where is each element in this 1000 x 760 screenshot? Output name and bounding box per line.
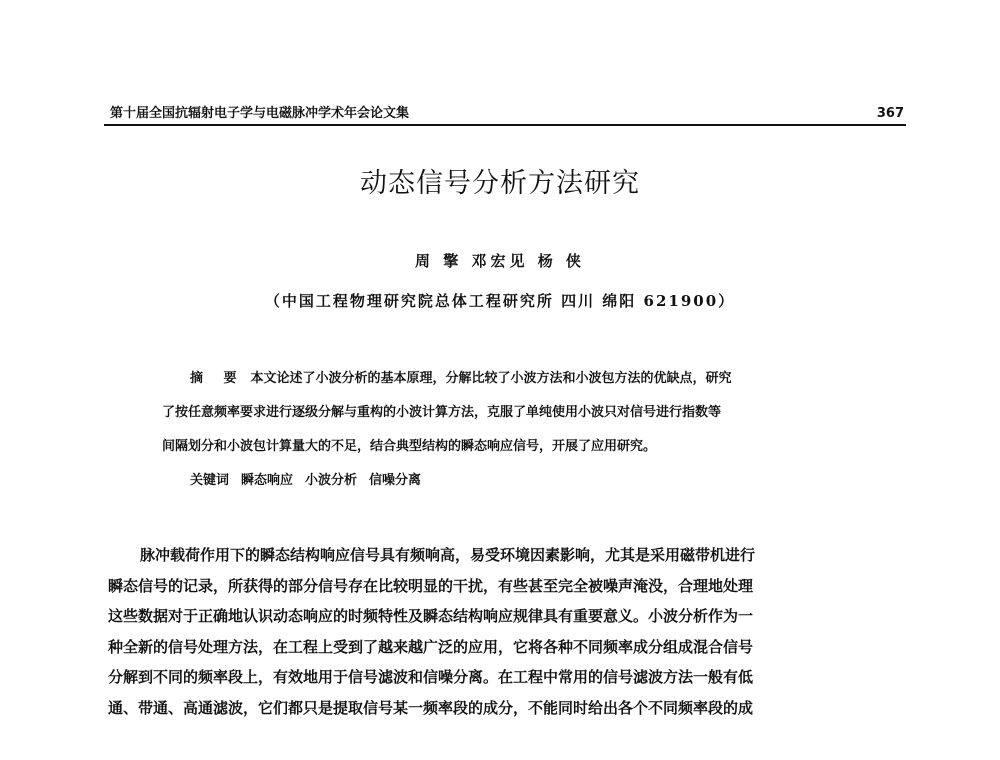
body-line: 这些数据对于正确地认识动态响应的时频特性及瞬态结构响应规律具有重要意义。小波分析作为一 — [108, 607, 754, 625]
abstract-line: 了按任意频率要求进行逐级分解与重构的小波计算方法，克服了单纯使用小波只对信号进行指数等 — [162, 405, 722, 420]
body-line: 瞬态信号的记录，所获得的部分信号存在比较明显的干扰，有些甚至完全被噪声淹没，合理地处理 — [108, 576, 754, 595]
body-line: 通、带通、高通滤波，它们都只是提取信号某一频率段的成分，不能同时给出各个不同频率段的成 — [108, 698, 754, 717]
journal-title: 第十届全国抗辐射电子学与电磁脉冲学术年会论文集 — [110, 106, 410, 121]
body-line: 种全新的信号处理方法，在工程上受到了越来越广泛的应用，它将各种不同频率成分组成混合信号 — [108, 637, 754, 656]
keyword: 瞬态响应 — [241, 473, 294, 488]
abstract-text: 本文论述了小波分析的基本原理，分解比较了小波方法和小波包方法的优缺点，研究 — [250, 371, 732, 386]
abstract-line — [162, 362, 852, 396]
keywords-label: 关键词 — [190, 473, 230, 488]
paper-title: 动态信号分析方法研究 — [360, 168, 640, 199]
page-number: 367 — [876, 106, 904, 121]
body-paragraph — [108, 540, 908, 723]
running-head — [104, 104, 906, 124]
authors: 周 擎 邓宏见 杨 侠 — [415, 252, 585, 270]
abstract — [162, 362, 852, 498]
header-rule — [104, 124, 906, 126]
abstract-label: 摘 要 — [190, 371, 245, 386]
keyword: 信噪分离 — [369, 473, 422, 488]
body-line: 分解到不同的频率段上，有效地用于信号滤波和信噪分离。在工程中常用的信号滤波方法一般有低 — [108, 668, 754, 686]
keywords — [162, 464, 852, 498]
abstract-line: 间隔划分和小波包计算量大的不足，结合典型结构的瞬态响应信号，开展了应用研究。 — [162, 439, 657, 454]
affiliation: （中国工程物理研究院总体工程研究所 四川 绵阳 621900） — [264, 292, 736, 310]
body-line: 脉冲载荷作用下的瞬态结构响应信号具有频响高，易受环境因素影响，尤其是采用磁带机进行 — [140, 546, 756, 564]
keyword: 小波分析 — [305, 473, 358, 488]
